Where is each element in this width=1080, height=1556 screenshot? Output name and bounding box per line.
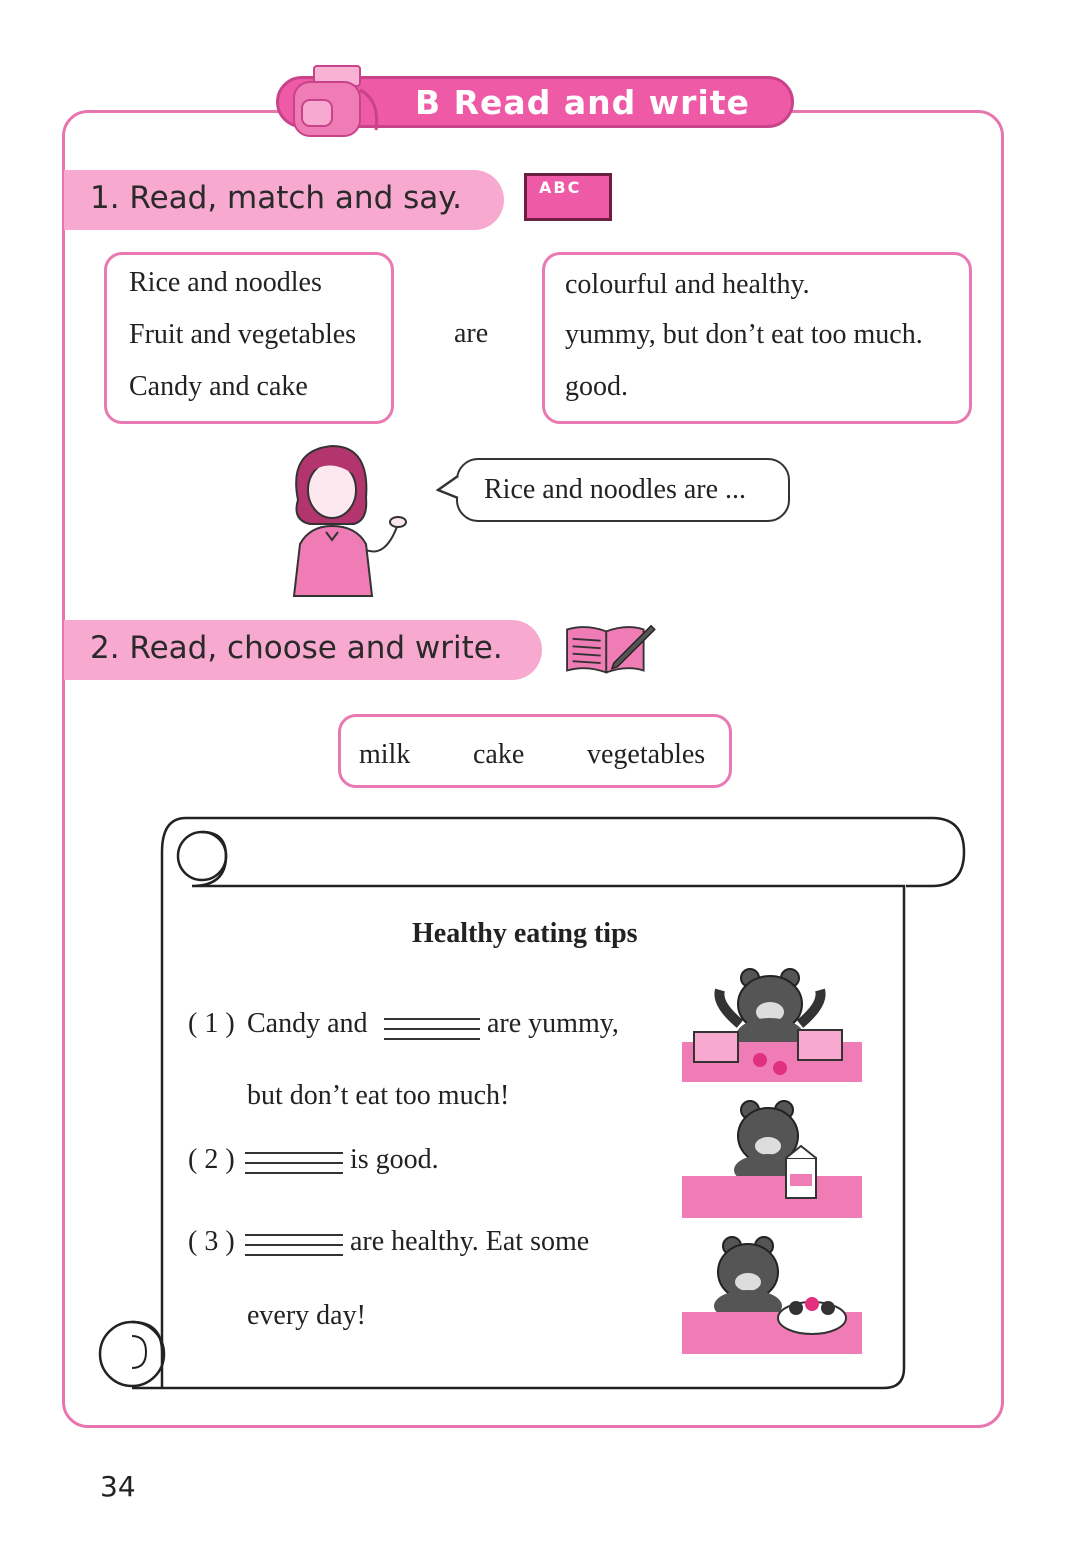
item-text: Candy and — [247, 1008, 368, 1039]
item-text: every day! — [247, 1300, 366, 1331]
word-bank-item: cake — [473, 739, 525, 770]
bear-cake-candy-illustration — [680, 964, 862, 1084]
word-bank-item: milk — [359, 739, 411, 770]
page-title: B Read and write — [415, 83, 750, 122]
section2-banner — [64, 620, 542, 680]
section1-banner — [64, 170, 504, 230]
section1-title: 1. Read, match and say. — [90, 180, 463, 216]
bear-milk-illustration — [680, 1100, 862, 1220]
item-text: are yummy, — [487, 1008, 619, 1039]
item-number: ( 3 ) — [188, 1226, 235, 1257]
predicate-item: colourful and healthy. — [565, 269, 810, 300]
predicate-item: good. — [565, 371, 628, 402]
answer-blank-2[interactable] — [245, 1152, 343, 1174]
book-pencil-icon — [560, 622, 660, 678]
page-number: 34 — [100, 1470, 136, 1503]
section2-title: 2. Read, choose and write. — [90, 630, 503, 666]
item-number: ( 1 ) — [188, 1008, 235, 1039]
word-bank — [338, 714, 732, 788]
item-text: is good. — [350, 1144, 439, 1175]
subjects-box — [104, 252, 394, 424]
subject-item: Fruit and vegetables — [129, 319, 357, 350]
abc-label: ABC — [539, 178, 582, 197]
scroll-title: Healthy eating tips — [412, 918, 638, 949]
item-text: are healthy. Eat some — [350, 1226, 590, 1257]
speech-bubble-text: Rice and noodles are ... — [484, 474, 747, 505]
word-bank-item: vegetables — [587, 739, 706, 770]
subject-item: Rice and noodles — [129, 267, 322, 298]
speech-bubble — [456, 458, 790, 522]
answer-blank-3[interactable] — [245, 1234, 343, 1256]
abc-card — [524, 173, 612, 221]
item-number: ( 2 ) — [188, 1144, 235, 1175]
subject-item: Candy and cake — [129, 371, 308, 402]
girl-illustration — [270, 440, 410, 600]
predicate-item: yummy, but don’t eat too much. — [565, 319, 923, 350]
item-text: but don’t eat too much! — [247, 1080, 510, 1111]
verb-are: are — [454, 318, 489, 349]
bear-vegetables-illustration — [680, 1236, 862, 1356]
bubble-tail — [436, 474, 460, 504]
predicates-box — [542, 252, 972, 424]
school-bag-icon — [280, 60, 390, 142]
answer-blank-1[interactable] — [384, 1018, 480, 1040]
